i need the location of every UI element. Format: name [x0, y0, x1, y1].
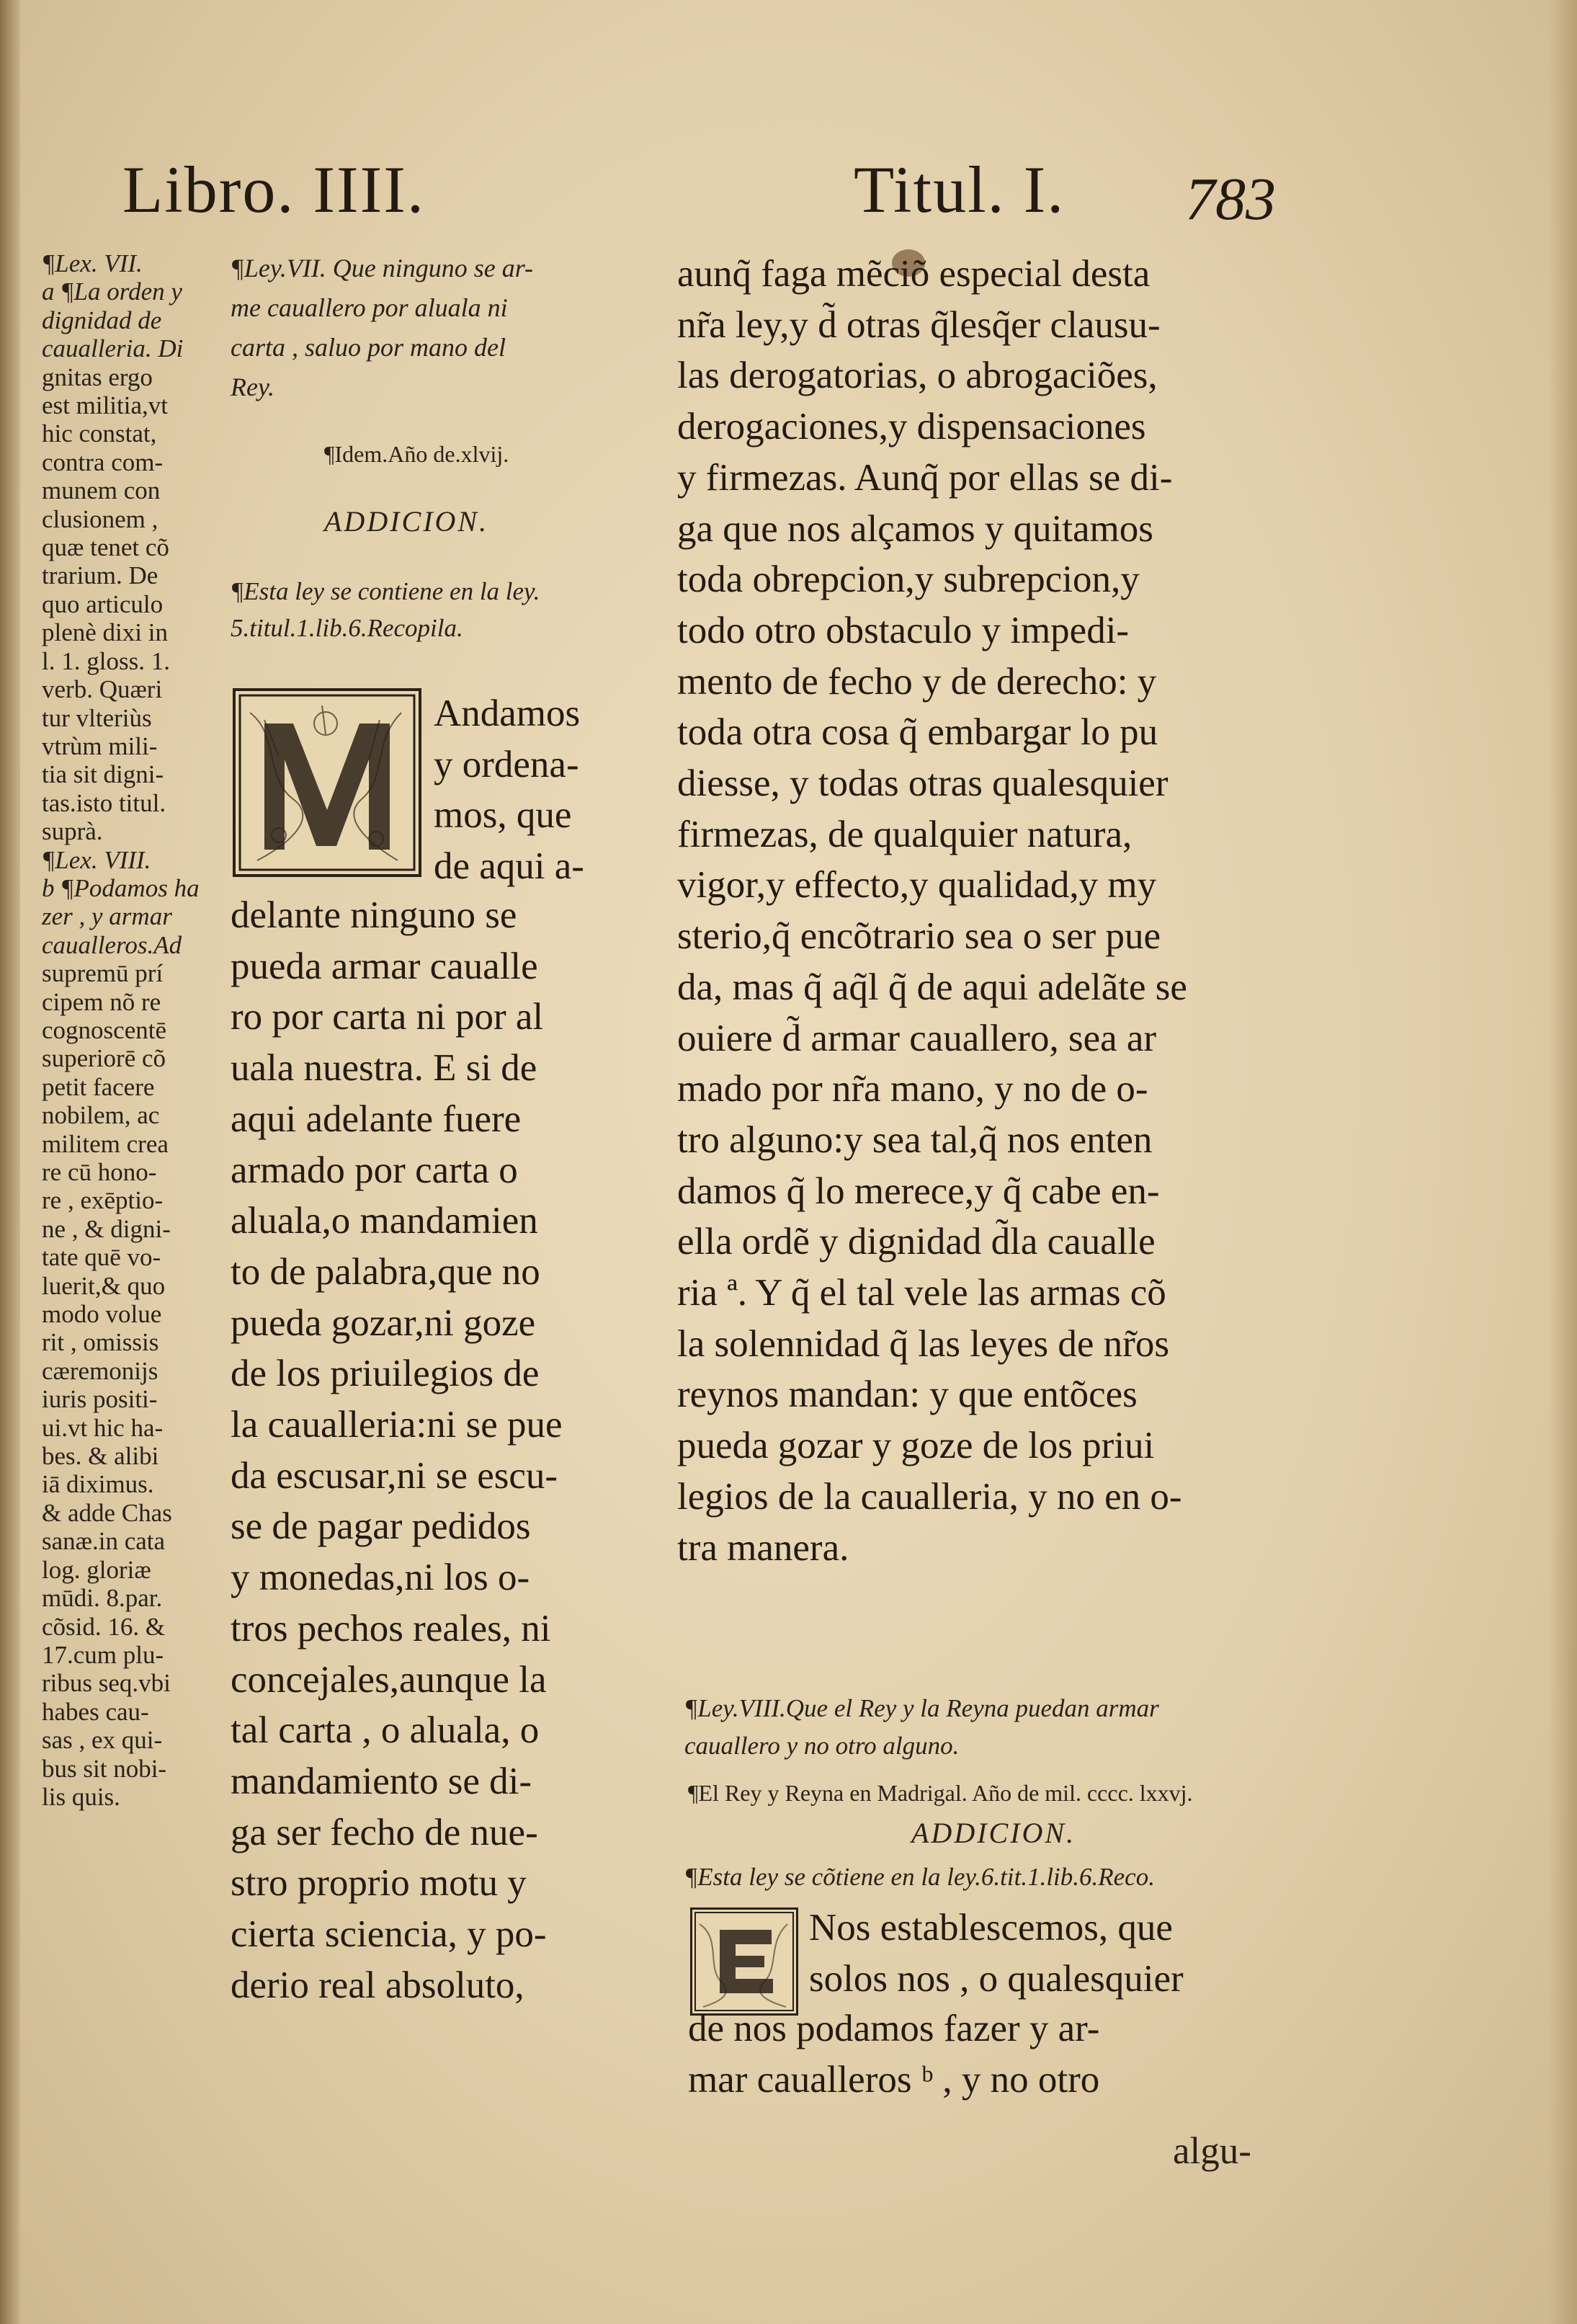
law-title-line: ¶Ley.VIII.Que el Rey y la Reyna puedan armar — [684, 1694, 1159, 1722]
gloss-line: mūdi. 8.par. — [42, 1584, 163, 1613]
text-line: cierta sciencia, y po- — [231, 1913, 547, 1956]
margin-gloss — [42, 249, 222, 1811]
gloss-line: tate quē vo- — [42, 1243, 161, 1272]
gloss-line: tur vlteriùs — [42, 703, 152, 732]
text-line: mar caualleros ᵇ , y no otro — [688, 2058, 1100, 2101]
gloss-line: contra com- — [42, 448, 164, 476]
page-edge-shadow — [1548, 0, 1577, 2324]
catchword: algu- — [1173, 2130, 1251, 2172]
gloss-line: verb. Quæri — [42, 675, 163, 704]
law-text-vii-opening — [434, 688, 628, 892]
text-line: mento de fecho y de derecho: y — [677, 660, 1157, 703]
gloss-line: supremū prí — [42, 959, 164, 988]
addition-heading-viii: ADDICION. — [911, 1817, 1076, 1849]
text-line: ro por carta ni por al — [231, 996, 544, 1038]
text-line: derio real absoluto, — [231, 1964, 524, 2006]
text-line: derogaciones,y dispensaciones — [677, 406, 1146, 448]
law-title-line: ¶Ley.VII. Que ninguno se ar- — [231, 254, 534, 282]
text-line: sterio,q̃ encõtrario sea o ser pue — [677, 915, 1161, 958]
gloss-line: iuris positi- — [42, 1385, 158, 1414]
text-line: ella ordẽ y dignidad d̃la caualle — [677, 1221, 1156, 1263]
law-text-vii — [231, 890, 634, 2011]
law-title-line: Rey. — [231, 373, 274, 401]
gloss-line: quo articulo — [42, 589, 164, 618]
text-line: Nos establescemos, que — [809, 1907, 1173, 1949]
text-line: las derogatorias, o abrogaciões, — [677, 355, 1158, 397]
gloss-line: rit , omissis — [42, 1328, 159, 1357]
law-title-vii — [231, 249, 634, 407]
text-line: mos, que — [434, 794, 572, 837]
law-reference-vii: ¶Idem.Año de.xlvij. — [324, 441, 509, 467]
gloss-line: ne , & digni- — [42, 1214, 171, 1243]
gloss-line: ribus seq.vbi — [42, 1669, 171, 1698]
gloss-line: suprà. — [42, 817, 103, 846]
text-line: diesse, y todas otras qualesquier — [677, 762, 1169, 805]
addition-note-vii — [231, 573, 634, 646]
gloss-line: est militia,vt — [42, 391, 168, 420]
text-line: da, mas q̃ aq̃l q̃ de aqui adelãte se — [677, 966, 1187, 1008]
text-line: pueda armar caualle — [231, 945, 538, 987]
text-line: de aqui a- — [434, 845, 584, 888]
gloss-line: superiorē cõ — [42, 1044, 166, 1073]
gloss-line: nobilem, ac — [42, 1101, 160, 1130]
text-line: da escusar,ni se escu- — [231, 1454, 558, 1497]
text-line: tra manera. — [677, 1526, 849, 1569]
text-line: vigor,y effecto,y qualidad,y my — [677, 864, 1157, 907]
text-line: tal carta , o aluala, o — [231, 1709, 540, 1752]
gloss-line: trarium. De — [42, 561, 158, 590]
text-line: tros pechos reales, ni — [231, 1607, 551, 1649]
text-line: ga que nos alçamos y quitamos — [677, 507, 1153, 550]
gloss-line: bus sit nobi- — [42, 1754, 167, 1783]
text-line: y firmezas. Aunq̃ por ellas se di- — [677, 456, 1173, 499]
text-line: y ordena- — [434, 743, 579, 785]
gloss-line: gnitas ergo — [42, 362, 153, 391]
law-text-vii-continued — [677, 249, 1290, 1573]
addition-note-line: ¶Esta ley se contiene en la ley. — [231, 577, 540, 605]
text-line: se de pagar pedidos — [231, 1505, 531, 1548]
running-header-book: Libro. IIII. — [122, 153, 425, 226]
gloss-line: b ¶Podamos ha — [42, 873, 200, 902]
text-line: solos nos , o qualesquier — [809, 1957, 1184, 2000]
gloss-line: bes. & alibi — [42, 1442, 159, 1471]
text-line: ouiere d̃ armar cauallero, sea ar — [677, 1017, 1157, 1059]
law-title-line: me cauallero por aluala ni — [231, 293, 508, 322]
gloss-line: cõsid. 16. & — [42, 1612, 166, 1641]
gloss-line: lis quis. — [42, 1782, 120, 1811]
gloss-line: cæremonijs — [42, 1356, 158, 1385]
text-line: todo otro obstaculo y impedi- — [677, 609, 1130, 651]
text-line: uala nuestra. E si de — [231, 1047, 537, 1090]
gloss-line: re , exēptio- — [42, 1186, 164, 1215]
text-line: ga ser fecho de nue- — [231, 1811, 538, 1853]
addition-note-viii: ¶Esta ley se cõtiene en la ley.6.tit.1.lib.6.Reco. — [684, 1863, 1155, 1891]
gloss-line: militem crea — [42, 1129, 169, 1158]
running-header-title: Titul. I. — [854, 153, 1066, 226]
text-line: armado por carta o — [231, 1149, 518, 1191]
gloss-line: dignidad de — [42, 306, 162, 334]
gloss-line: caualleros.Ad — [42, 930, 182, 959]
text-line: delante ninguno se — [231, 894, 517, 936]
decorated-initial-e — [690, 1907, 798, 2016]
gloss-line: ¶Lex. VIII. — [42, 845, 151, 874]
gloss-line: zer , y armar — [42, 902, 172, 931]
decorated-initial-m — [233, 688, 421, 877]
text-line: concejales,aunque la — [231, 1658, 547, 1701]
gloss-line: ui.vt hic ha- — [42, 1413, 164, 1442]
gloss-line: tas.isto titul. — [42, 788, 166, 817]
gloss-line: plenè dixi in — [42, 618, 168, 647]
gloss-line: ¶Lex. VII. — [42, 249, 143, 277]
gloss-line: sanæ.in cata — [42, 1527, 166, 1556]
text-line: mandamiento se di- — [231, 1760, 532, 1802]
law-text-viii-opening — [809, 1902, 1313, 2004]
text-line: la solennidad q̃ las leyes de nr̃os — [677, 1322, 1169, 1365]
gloss-line: & adde Chas — [42, 1498, 172, 1527]
gloss-line: petit facere — [42, 1072, 155, 1101]
text-line: mado por nr̃a mano, y no de o- — [677, 1068, 1148, 1110]
text-line: pueda gozar y goze de los priui — [677, 1425, 1155, 1467]
gloss-line: 17.cum plu- — [42, 1640, 164, 1669]
binding-gutter — [0, 0, 20, 2324]
gloss-line: cognoscentē — [42, 1015, 166, 1044]
text-line: toda otra cosa q̃ embargar lo pu — [677, 711, 1158, 754]
text-line: aunq̃ faga mẽciõ especial desta — [677, 253, 1151, 295]
gloss-line: log. gloriæ — [42, 1555, 151, 1584]
gloss-line: caualleria. Di — [42, 334, 184, 363]
text-line: y monedas,ni los o- — [231, 1557, 530, 1599]
text-line: aqui adelante fuere — [231, 1098, 522, 1140]
text-line: legios de la caualleria, y no en o- — [677, 1475, 1182, 1518]
gloss-line: a ¶La orden y — [42, 277, 182, 306]
law-title-line: carta , saluo por mano del — [231, 333, 506, 362]
text-line: la caualleria:ni se pue — [231, 1404, 563, 1446]
text-line: stro proprio motu y — [231, 1862, 527, 1905]
law-text-viii — [688, 2003, 1300, 2105]
law-reference-viii: ¶El Rey y Reyna en Madrigal. Año de mil. cccc. lxxvj. — [688, 1780, 1193, 1806]
law-title-line: cauallero y no otro alguno. — [684, 1732, 960, 1760]
text-line: tro alguno:y sea tal,q̃ nos enten — [677, 1118, 1153, 1161]
text-line: ria ª. Y q̃ el tal vele las armas cõ — [677, 1272, 1166, 1314]
gloss-line: re cū hono- — [42, 1158, 157, 1186]
addition-note-line: 5.titul.1.lib.6.Recopila. — [231, 614, 463, 642]
text-line: to de palabra,que no — [231, 1250, 540, 1293]
gloss-line: clusionem , — [42, 504, 158, 533]
text-line: reynos mandan: y que entõces — [677, 1374, 1138, 1416]
gloss-line: luerit,& quo — [42, 1271, 166, 1300]
text-line: nr̃a ley,y d̃ otras q̃lesq̃er clausu- — [677, 303, 1161, 346]
gloss-line: hic constat, — [42, 419, 157, 448]
gloss-line: tia sit digni- — [42, 760, 164, 789]
text-line: de los priuilegios de — [231, 1353, 540, 1395]
gloss-line: modo volue — [42, 1300, 162, 1329]
addition-heading-vii: ADDICION. — [324, 505, 489, 538]
gloss-line: habes cau- — [42, 1697, 149, 1726]
gloss-line: cipem nõ re — [42, 987, 161, 1016]
text-line: Andamos — [434, 693, 581, 734]
text-line: pueda gozar,ni goze — [231, 1301, 536, 1344]
gloss-line: iā diximus. — [42, 1470, 154, 1499]
gloss-line: sas , ex qui- — [42, 1726, 163, 1755]
gloss-line: l. 1. gloss. 1. — [42, 646, 170, 675]
text-line: toda obrepcion,y subrepcion,y — [677, 558, 1140, 601]
gloss-line: quæ tenet cõ — [42, 533, 169, 562]
law-title-viii — [684, 1690, 1159, 1765]
page-number: 783 — [1185, 166, 1276, 233]
gloss-line: munem con — [42, 476, 161, 505]
text-line: aluala,o mandamien — [231, 1200, 538, 1242]
text-line: firmezas, de qualquier natura, — [677, 813, 1133, 855]
gloss-line: vtrùm mili- — [42, 731, 158, 760]
text-line: de nos podamos fazer y ar- — [688, 2008, 1100, 2049]
text-line: damos q̃ lo merece,y q̃ cabe en- — [677, 1170, 1160, 1212]
